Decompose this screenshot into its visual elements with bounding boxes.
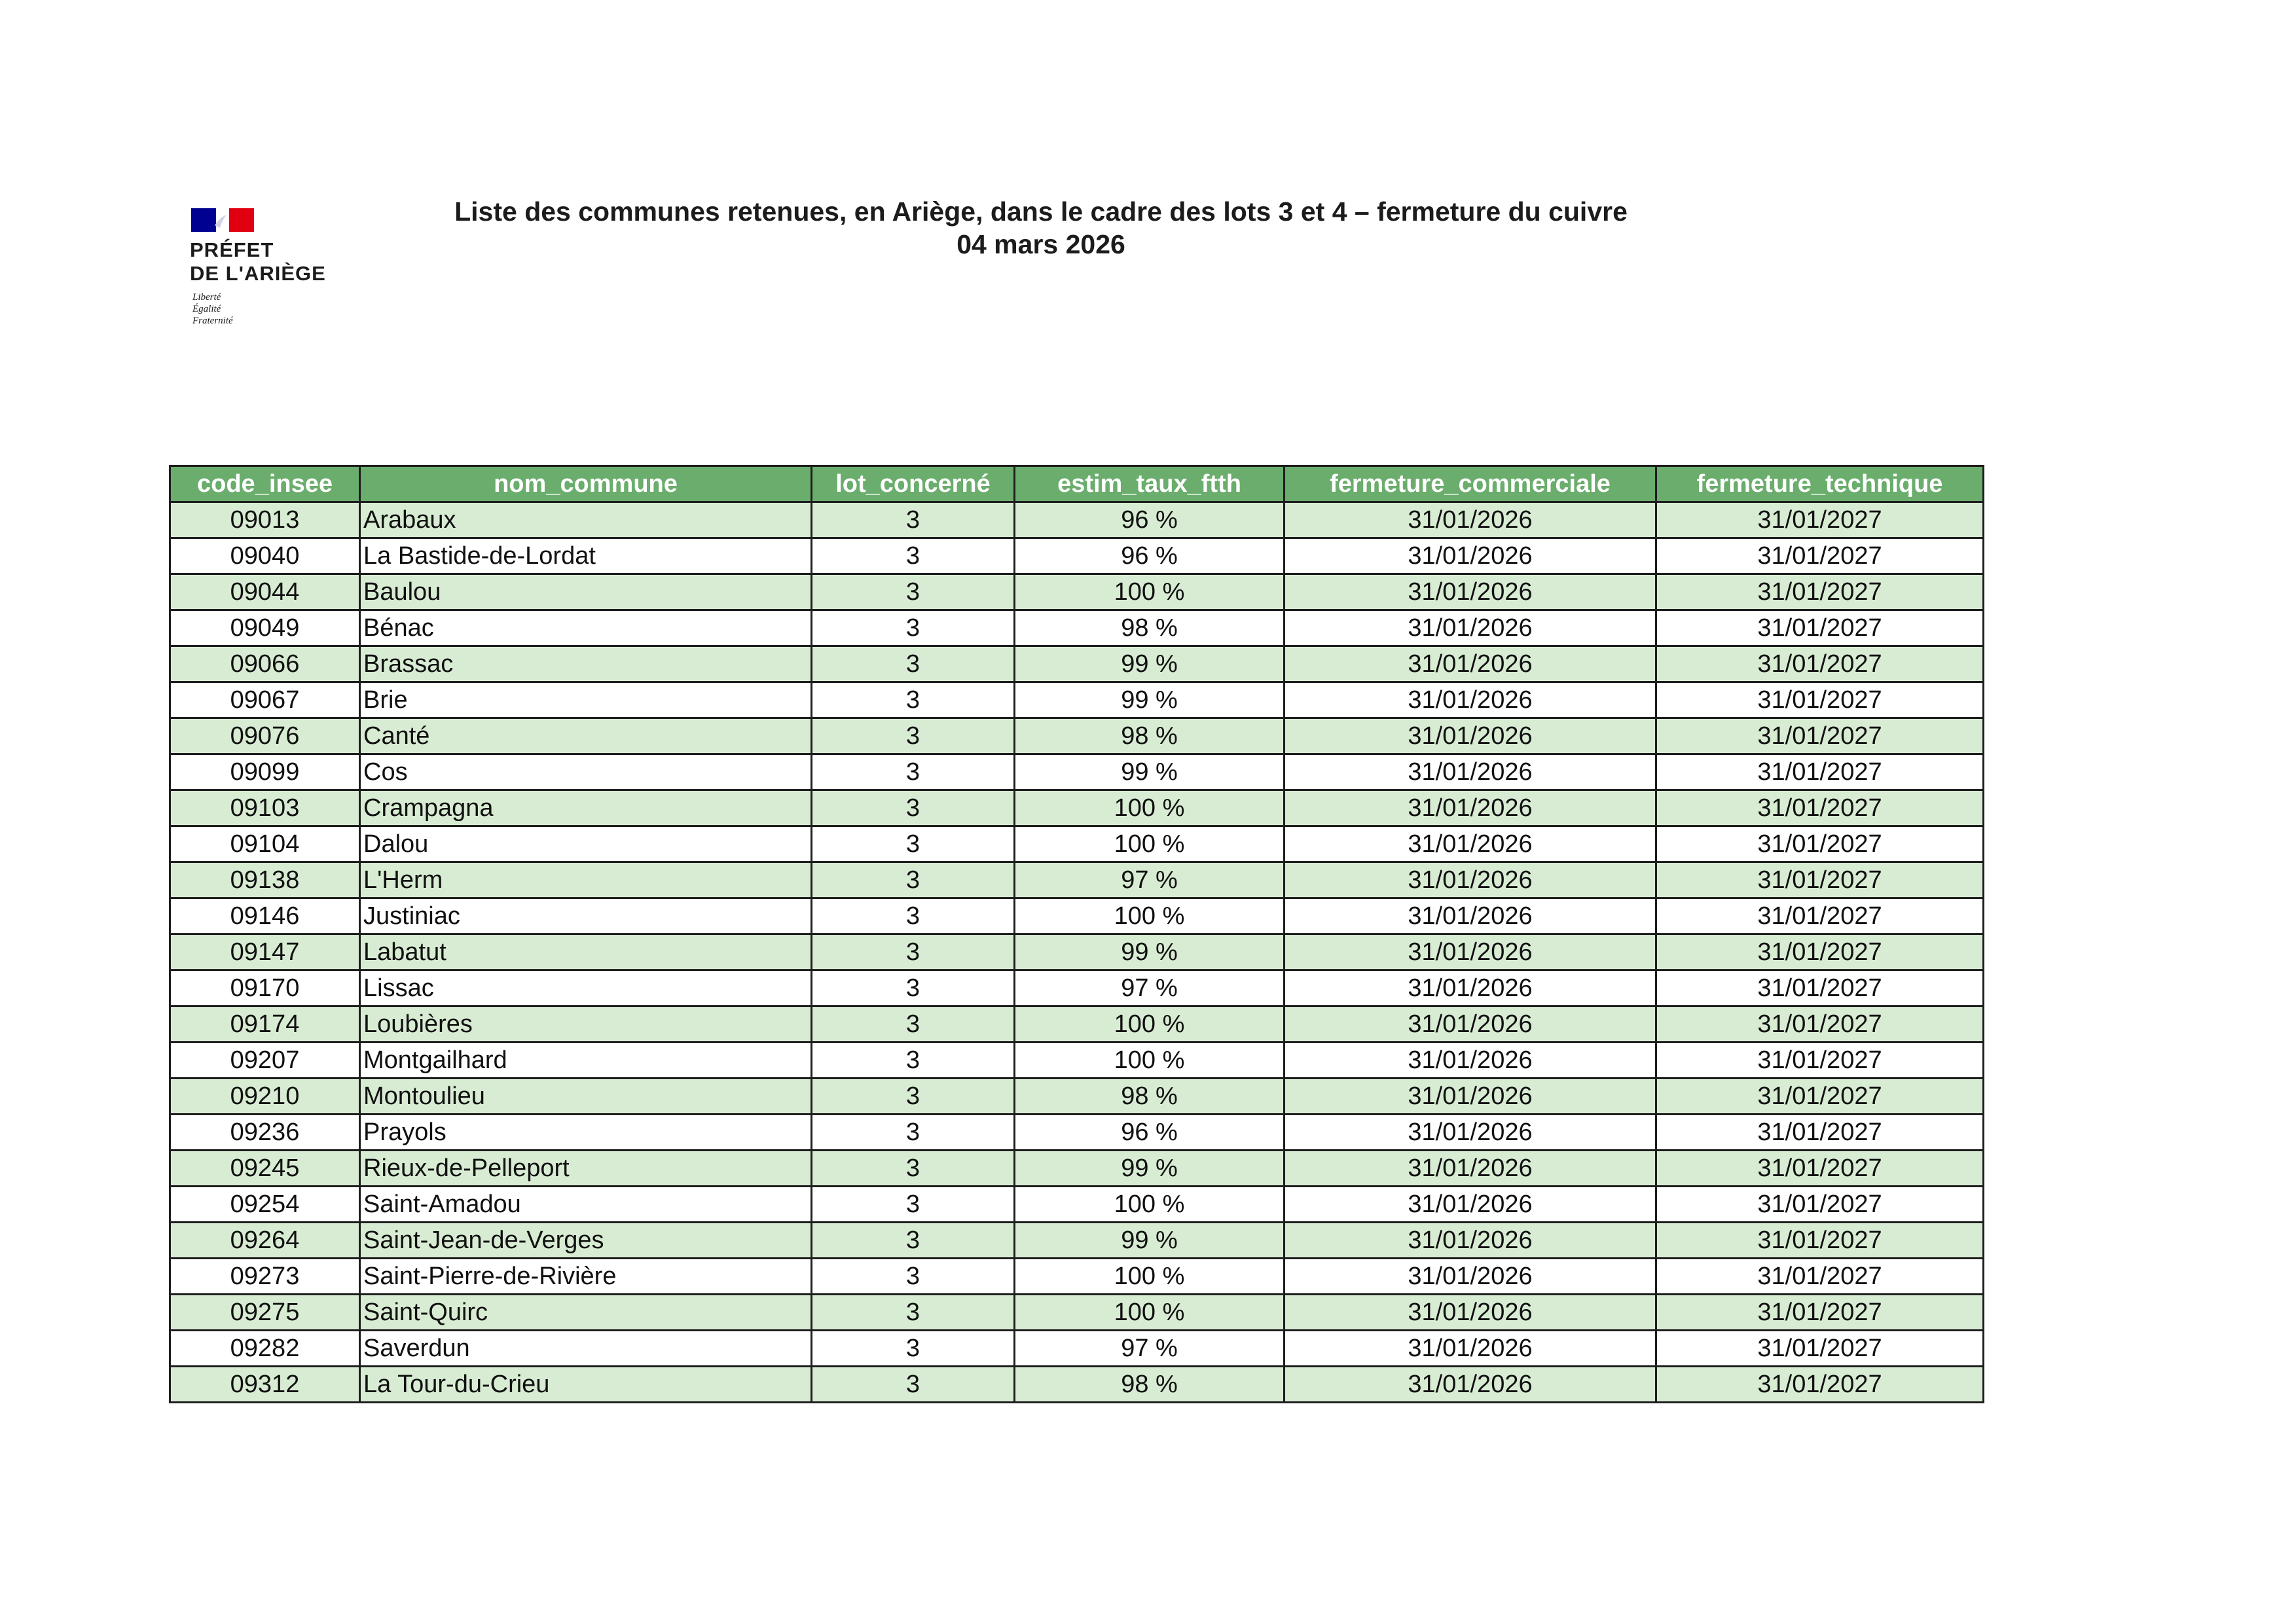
cell-fermeture-technique: 31/01/2027 xyxy=(1656,538,1984,574)
cell-nom-commune: Arabaux xyxy=(360,502,812,538)
table-row xyxy=(170,1006,1984,1043)
cell-nom-commune: Saverdun xyxy=(360,1331,812,1367)
cell-lot: 3 xyxy=(812,1367,1015,1403)
cell-taux-ftth: 100 % xyxy=(1015,1043,1285,1079)
cell-fermeture-technique: 31/01/2027 xyxy=(1656,1115,1984,1151)
cell-taux-ftth: 100 % xyxy=(1015,1259,1285,1295)
cell-code-insee: 09282 xyxy=(170,1331,360,1367)
cell-fermeture-commerciale: 31/01/2026 xyxy=(1285,1295,1656,1331)
cell-taux-ftth: 100 % xyxy=(1015,898,1285,934)
cell-code-insee: 09066 xyxy=(170,646,360,682)
cell-fermeture-technique: 31/01/2027 xyxy=(1656,898,1984,934)
cell-nom-commune: Saint-Amadou xyxy=(360,1187,812,1223)
table-row xyxy=(170,502,1984,538)
cell-fermeture-commerciale: 31/01/2026 xyxy=(1285,574,1656,610)
cell-lot: 3 xyxy=(812,718,1015,754)
cell-code-insee: 09254 xyxy=(170,1187,360,1223)
table-row xyxy=(170,1223,1984,1259)
cell-code-insee: 09210 xyxy=(170,1079,360,1115)
table-row xyxy=(170,862,1984,898)
cell-lot: 3 xyxy=(812,1331,1015,1367)
cell-fermeture-technique: 31/01/2027 xyxy=(1656,610,1984,646)
cell-taux-ftth: 100 % xyxy=(1015,1295,1285,1331)
cell-nom-commune: Canté xyxy=(360,718,812,754)
cell-fermeture-commerciale: 31/01/2026 xyxy=(1285,754,1656,790)
motto-liberte: Liberté xyxy=(192,292,221,303)
cell-code-insee: 09067 xyxy=(170,682,360,718)
cell-taux-ftth: 98 % xyxy=(1015,718,1285,754)
prefecture-logo xyxy=(190,208,360,339)
cell-nom-commune: Montgailhard xyxy=(360,1043,812,1079)
cell-lot: 3 xyxy=(812,1223,1015,1259)
cell-fermeture-commerciale: 31/01/2026 xyxy=(1285,898,1656,934)
table-row xyxy=(170,790,1984,826)
cell-lot: 3 xyxy=(812,1151,1015,1187)
table-row xyxy=(170,1259,1984,1295)
cell-fermeture-commerciale: 31/01/2026 xyxy=(1285,1043,1656,1079)
cell-nom-commune: L'Herm xyxy=(360,862,812,898)
cell-lot: 3 xyxy=(812,1259,1015,1295)
table-row xyxy=(170,1367,1984,1403)
cell-code-insee: 09138 xyxy=(170,862,360,898)
cell-lot: 3 xyxy=(812,754,1015,790)
cell-fermeture-technique: 31/01/2027 xyxy=(1656,574,1984,610)
cell-fermeture-commerciale: 31/01/2026 xyxy=(1285,610,1656,646)
cell-fermeture-technique: 31/01/2027 xyxy=(1656,970,1984,1006)
cell-lot: 3 xyxy=(812,934,1015,970)
cell-lot: 3 xyxy=(812,1043,1015,1079)
cell-taux-ftth: 96 % xyxy=(1015,538,1285,574)
cell-fermeture-technique: 31/01/2027 xyxy=(1656,1367,1984,1403)
cell-fermeture-commerciale: 31/01/2026 xyxy=(1285,826,1656,862)
cell-fermeture-commerciale: 31/01/2026 xyxy=(1285,790,1656,826)
cell-fermeture-commerciale: 31/01/2026 xyxy=(1285,862,1656,898)
communes-table xyxy=(169,465,1984,1403)
cell-fermeture-technique: 31/01/2027 xyxy=(1656,1331,1984,1367)
cell-nom-commune: Bénac xyxy=(360,610,812,646)
table-row xyxy=(170,1151,1984,1187)
table-row xyxy=(170,682,1984,718)
cell-fermeture-technique: 31/01/2027 xyxy=(1656,1259,1984,1295)
logo-line-prefet: PRÉFET xyxy=(190,238,274,261)
cell-fermeture-commerciale: 31/01/2026 xyxy=(1285,1331,1656,1367)
cell-code-insee: 09170 xyxy=(170,970,360,1006)
cell-fermeture-technique: 31/01/2027 xyxy=(1656,1223,1984,1259)
cell-taux-ftth: 99 % xyxy=(1015,934,1285,970)
col-header-lot-concerne: lot_concerné xyxy=(812,466,1015,502)
title-line-1: Liste des communes retenues, en Ariège, dans le cadre des lots 3 et 4 – fermeture du cuivre xyxy=(454,196,1628,227)
cell-fermeture-commerciale: 31/01/2026 xyxy=(1285,1079,1656,1115)
table-row xyxy=(170,718,1984,754)
cell-fermeture-commerciale: 31/01/2026 xyxy=(1285,1006,1656,1043)
cell-fermeture-technique: 31/01/2027 xyxy=(1656,1079,1984,1115)
cell-taux-ftth: 99 % xyxy=(1015,1151,1285,1187)
republic-flag-icon xyxy=(191,208,254,232)
table-header-row xyxy=(170,466,1984,502)
cell-fermeture-commerciale: 31/01/2026 xyxy=(1285,1115,1656,1151)
col-header-estim-taux-ftth: estim_taux_ftth xyxy=(1015,466,1285,502)
document-title xyxy=(419,195,1663,261)
cell-fermeture-technique: 31/01/2027 xyxy=(1656,1006,1984,1043)
logo-line-ariege: DE L'ARIÈGE xyxy=(190,262,326,285)
cell-taux-ftth: 99 % xyxy=(1015,682,1285,718)
cell-nom-commune: Loubières xyxy=(360,1006,812,1043)
table-row xyxy=(170,574,1984,610)
cell-fermeture-technique: 31/01/2027 xyxy=(1656,862,1984,898)
cell-nom-commune: Prayols xyxy=(360,1115,812,1151)
cell-taux-ftth: 98 % xyxy=(1015,610,1285,646)
motto-egalite: Égalité xyxy=(192,304,221,314)
cell-taux-ftth: 97 % xyxy=(1015,862,1285,898)
table-row xyxy=(170,1115,1984,1151)
cell-fermeture-technique: 31/01/2027 xyxy=(1656,646,1984,682)
cell-fermeture-technique: 31/01/2027 xyxy=(1656,754,1984,790)
cell-nom-commune: Baulou xyxy=(360,574,812,610)
cell-code-insee: 09099 xyxy=(170,754,360,790)
cell-fermeture-commerciale: 31/01/2026 xyxy=(1285,1367,1656,1403)
cell-fermeture-commerciale: 31/01/2026 xyxy=(1285,1151,1656,1187)
col-header-fermeture-commerciale: fermeture_commerciale xyxy=(1285,466,1656,502)
cell-nom-commune: Saint-Jean-de-Verges xyxy=(360,1223,812,1259)
cell-code-insee: 09174 xyxy=(170,1006,360,1043)
cell-taux-ftth: 98 % xyxy=(1015,1079,1285,1115)
cell-taux-ftth: 96 % xyxy=(1015,502,1285,538)
cell-code-insee: 09275 xyxy=(170,1295,360,1331)
cell-code-insee: 09044 xyxy=(170,574,360,610)
cell-lot: 3 xyxy=(812,502,1015,538)
cell-taux-ftth: 100 % xyxy=(1015,574,1285,610)
cell-lot: 3 xyxy=(812,790,1015,826)
cell-taux-ftth: 100 % xyxy=(1015,790,1285,826)
cell-nom-commune: Rieux-de-Pelleport xyxy=(360,1151,812,1187)
cell-fermeture-commerciale: 31/01/2026 xyxy=(1285,646,1656,682)
cell-nom-commune: Dalou xyxy=(360,826,812,862)
cell-fermeture-technique: 31/01/2027 xyxy=(1656,1151,1984,1187)
cell-nom-commune: Brie xyxy=(360,682,812,718)
cell-nom-commune: Lissac xyxy=(360,970,812,1006)
cell-taux-ftth: 100 % xyxy=(1015,1187,1285,1223)
cell-lot: 3 xyxy=(812,1295,1015,1331)
cell-fermeture-technique: 31/01/2027 xyxy=(1656,826,1984,862)
cell-fermeture-technique: 31/01/2027 xyxy=(1656,718,1984,754)
cell-fermeture-commerciale: 31/01/2026 xyxy=(1285,1187,1656,1223)
cell-code-insee: 09146 xyxy=(170,898,360,934)
cell-fermeture-commerciale: 31/01/2026 xyxy=(1285,718,1656,754)
col-header-code-insee: code_insee xyxy=(170,466,360,502)
cell-fermeture-technique: 31/01/2027 xyxy=(1656,1043,1984,1079)
cell-taux-ftth: 100 % xyxy=(1015,1006,1285,1043)
cell-nom-commune: Saint-Pierre-de-Rivière xyxy=(360,1259,812,1295)
cell-taux-ftth: 98 % xyxy=(1015,1367,1285,1403)
cell-fermeture-commerciale: 31/01/2026 xyxy=(1285,502,1656,538)
cell-nom-commune: Crampagna xyxy=(360,790,812,826)
cell-code-insee: 09103 xyxy=(170,790,360,826)
cell-nom-commune: Justiniac xyxy=(360,898,812,934)
table-row xyxy=(170,826,1984,862)
table-row xyxy=(170,1079,1984,1115)
cell-nom-commune: La Bastide-de-Lordat xyxy=(360,538,812,574)
cell-code-insee: 09245 xyxy=(170,1151,360,1187)
cell-fermeture-technique: 31/01/2027 xyxy=(1656,682,1984,718)
motto-fraternite: Fraternité xyxy=(192,316,233,326)
cell-fermeture-commerciale: 31/01/2026 xyxy=(1285,1223,1656,1259)
cell-fermeture-technique: 31/01/2027 xyxy=(1656,790,1984,826)
cell-code-insee: 09013 xyxy=(170,502,360,538)
cell-taux-ftth: 99 % xyxy=(1015,1223,1285,1259)
cell-nom-commune: Saint-Quirc xyxy=(360,1295,812,1331)
cell-code-insee: 09049 xyxy=(170,610,360,646)
cell-fermeture-commerciale: 31/01/2026 xyxy=(1285,1259,1656,1295)
cell-lot: 3 xyxy=(812,1115,1015,1151)
col-header-fermeture-technique: fermeture_technique xyxy=(1656,466,1984,502)
cell-fermeture-technique: 31/01/2027 xyxy=(1656,502,1984,538)
title-date: 04 mars 2026 xyxy=(957,229,1125,259)
cell-fermeture-technique: 31/01/2027 xyxy=(1656,934,1984,970)
table-row xyxy=(170,538,1984,574)
cell-taux-ftth: 97 % xyxy=(1015,1331,1285,1367)
cell-lot: 3 xyxy=(812,574,1015,610)
table-row xyxy=(170,610,1984,646)
cell-lot: 3 xyxy=(812,862,1015,898)
cell-code-insee: 09273 xyxy=(170,1259,360,1295)
cell-taux-ftth: 97 % xyxy=(1015,970,1285,1006)
cell-code-insee: 09264 xyxy=(170,1223,360,1259)
cell-lot: 3 xyxy=(812,1006,1015,1043)
cell-taux-ftth: 96 % xyxy=(1015,1115,1285,1151)
cell-taux-ftth: 99 % xyxy=(1015,646,1285,682)
cell-fermeture-commerciale: 31/01/2026 xyxy=(1285,934,1656,970)
cell-lot: 3 xyxy=(812,682,1015,718)
cell-code-insee: 09312 xyxy=(170,1367,360,1403)
table-row xyxy=(170,646,1984,682)
table-row xyxy=(170,1295,1984,1331)
cell-code-insee: 09147 xyxy=(170,934,360,970)
table-row xyxy=(170,1187,1984,1223)
cell-fermeture-commerciale: 31/01/2026 xyxy=(1285,538,1656,574)
cell-lot: 3 xyxy=(812,970,1015,1006)
cell-code-insee: 09104 xyxy=(170,826,360,862)
table-row xyxy=(170,934,1984,970)
cell-code-insee: 09040 xyxy=(170,538,360,574)
cell-lot: 3 xyxy=(812,610,1015,646)
cell-lot: 3 xyxy=(812,646,1015,682)
cell-code-insee: 09236 xyxy=(170,1115,360,1151)
cell-lot: 3 xyxy=(812,538,1015,574)
table-row xyxy=(170,1043,1984,1079)
cell-taux-ftth: 99 % xyxy=(1015,754,1285,790)
cell-nom-commune: Cos xyxy=(360,754,812,790)
table-row xyxy=(170,754,1984,790)
col-header-nom-commune: nom_commune xyxy=(360,466,812,502)
cell-fermeture-technique: 31/01/2027 xyxy=(1656,1295,1984,1331)
cell-fermeture-commerciale: 31/01/2026 xyxy=(1285,970,1656,1006)
cell-lot: 3 xyxy=(812,1187,1015,1223)
cell-nom-commune: Montoulieu xyxy=(360,1079,812,1115)
table-row xyxy=(170,898,1984,934)
table-row xyxy=(170,970,1984,1006)
cell-fermeture-technique: 31/01/2027 xyxy=(1656,1187,1984,1223)
cell-taux-ftth: 100 % xyxy=(1015,826,1285,862)
table-row xyxy=(170,1331,1984,1367)
cell-lot: 3 xyxy=(812,898,1015,934)
cell-nom-commune: La Tour-du-Crieu xyxy=(360,1367,812,1403)
cell-code-insee: 09207 xyxy=(170,1043,360,1079)
cell-lot: 3 xyxy=(812,826,1015,862)
cell-fermeture-commerciale: 31/01/2026 xyxy=(1285,682,1656,718)
cell-nom-commune: Brassac xyxy=(360,646,812,682)
cell-nom-commune: Labatut xyxy=(360,934,812,970)
cell-code-insee: 09076 xyxy=(170,718,360,754)
cell-lot: 3 xyxy=(812,1079,1015,1115)
